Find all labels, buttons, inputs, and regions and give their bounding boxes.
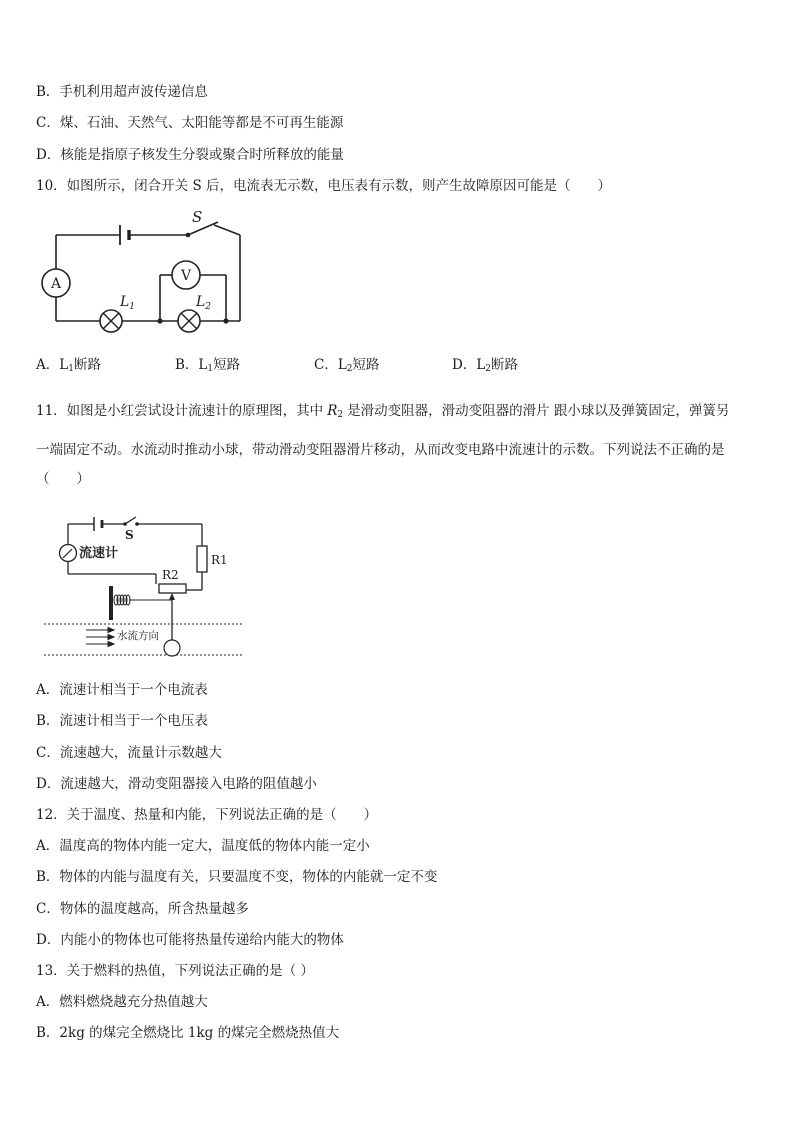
junction-dot — [223, 318, 228, 323]
ball — [164, 640, 180, 656]
q13-stem: 13．关于燃料的热值，下列说法正确的是（ ） — [36, 963, 314, 979]
q12-option-d: D．内能小的物体也可能将热量传递给内能大的物体 — [36, 932, 344, 948]
q11-option-d: D．流速越大，滑动变阻器接入电路的阻值越小 — [36, 776, 317, 792]
svg-text:L2 — [195, 294, 211, 312]
q11-flowmeter-figure — [36, 510, 246, 660]
q12-stem: 12．关于温度、热量和内能，下列说法正确的是（ ） — [36, 807, 378, 823]
flowmeter-label: 流速计 — [79, 546, 119, 561]
spring-icon — [114, 595, 130, 605]
ammeter-symbol — [42, 269, 70, 297]
voltmeter-label: V — [180, 268, 192, 284]
voltmeter-symbol — [172, 261, 200, 289]
water-flow-arrows — [86, 628, 114, 647]
q10-option-c: C．$L_2$短路 — [314, 357, 380, 374]
switch-symbol — [186, 208, 218, 237]
q10-stem: 10．如图所示，闭合开关 S 后，电流表无示数，电压表有示数，则产生故障原因可能是（ ） — [36, 178, 612, 194]
q11-stem-line3: （ ） — [36, 471, 90, 487]
q12-option-b: B．物体的内能与温度有关，只要温度不变，物体的内能就一定不变 — [36, 869, 438, 885]
q11-option-b: B．流速计相当于一个电压表 — [36, 713, 208, 729]
q10-option-b: B．$L_1$短路 — [175, 357, 241, 374]
r1-label: R1 — [211, 553, 228, 567]
flow-direction-label: 水流方向 — [117, 630, 159, 642]
ammeter-label: A — [50, 276, 62, 292]
lamp-l2-symbol — [178, 294, 211, 332]
q11-stem-line2: 一端固定不动。水流动时推动小球，带动滑动变阻器滑片移动，从而改变电路中流速计的示数。下列说法不正确的是 — [36, 442, 725, 458]
r2-symbol: R — [327, 403, 338, 419]
q11-stem-line1: 11．如图是小红尝试设计流速计的原理图，其中 $R_2$ 是滑动变阻器，滑动变阻器的滑片 跟小球以及弹簧固定，弹簧另 — [36, 403, 730, 420]
rheostat-r2-symbol — [159, 568, 186, 593]
q12-option-c: C．物体的温度越高，所含热量越多 — [36, 901, 249, 917]
q12-option-a: A．温度高的物体内能一定大，温度低的物体内能一定小 — [36, 838, 370, 854]
lamp-l1-subscript: 1 — [129, 302, 136, 312]
junction-dot — [157, 318, 162, 323]
q13-option-b: B．2kg 的煤完全燃烧比 1kg 的煤完全燃烧热值大 — [36, 1025, 340, 1041]
q13-option-a: A．燃料燃烧越充分热值越大 — [36, 994, 208, 1010]
q10-option-d: D．$L_2$断路 — [452, 357, 519, 374]
q11-option-a: A．流速计相当于一个电流表 — [36, 682, 208, 698]
switch-label: S — [192, 208, 203, 226]
fixed-wall — [109, 586, 113, 620]
q9-option-b: B．手机利用超声波传递信息 — [36, 84, 208, 100]
battery-symbol — [120, 225, 129, 245]
q10-option-a: A．$L_1$断路 — [36, 357, 101, 374]
battery-symbol — [94, 517, 102, 531]
q9-option-c: C．煤、石油、天然气、太阳能等都是不可再生能源 — [36, 115, 344, 131]
q10-circuit-figure — [36, 205, 246, 335]
resistor-r1-symbol — [197, 546, 228, 572]
svg-text:L1 — [119, 294, 135, 312]
q9-option-d: D．核能是指原子核发生分裂或聚合时所释放的能量 — [36, 147, 344, 163]
lamp-l2-subscript: 2 — [205, 302, 212, 312]
flowmeter-symbol — [60, 545, 119, 562]
q10-options — [36, 353, 756, 374]
r2-label: R2 — [162, 568, 179, 582]
q11-option-c: C．流速越大，流量计示数越大 — [36, 745, 222, 761]
lamp-l2-label: L — [196, 294, 206, 310]
lamp-l1-label: L — [120, 294, 130, 310]
lamp-l1-symbol — [100, 294, 135, 332]
switch-symbol — [123, 517, 139, 542]
switch-label: S — [125, 528, 134, 542]
